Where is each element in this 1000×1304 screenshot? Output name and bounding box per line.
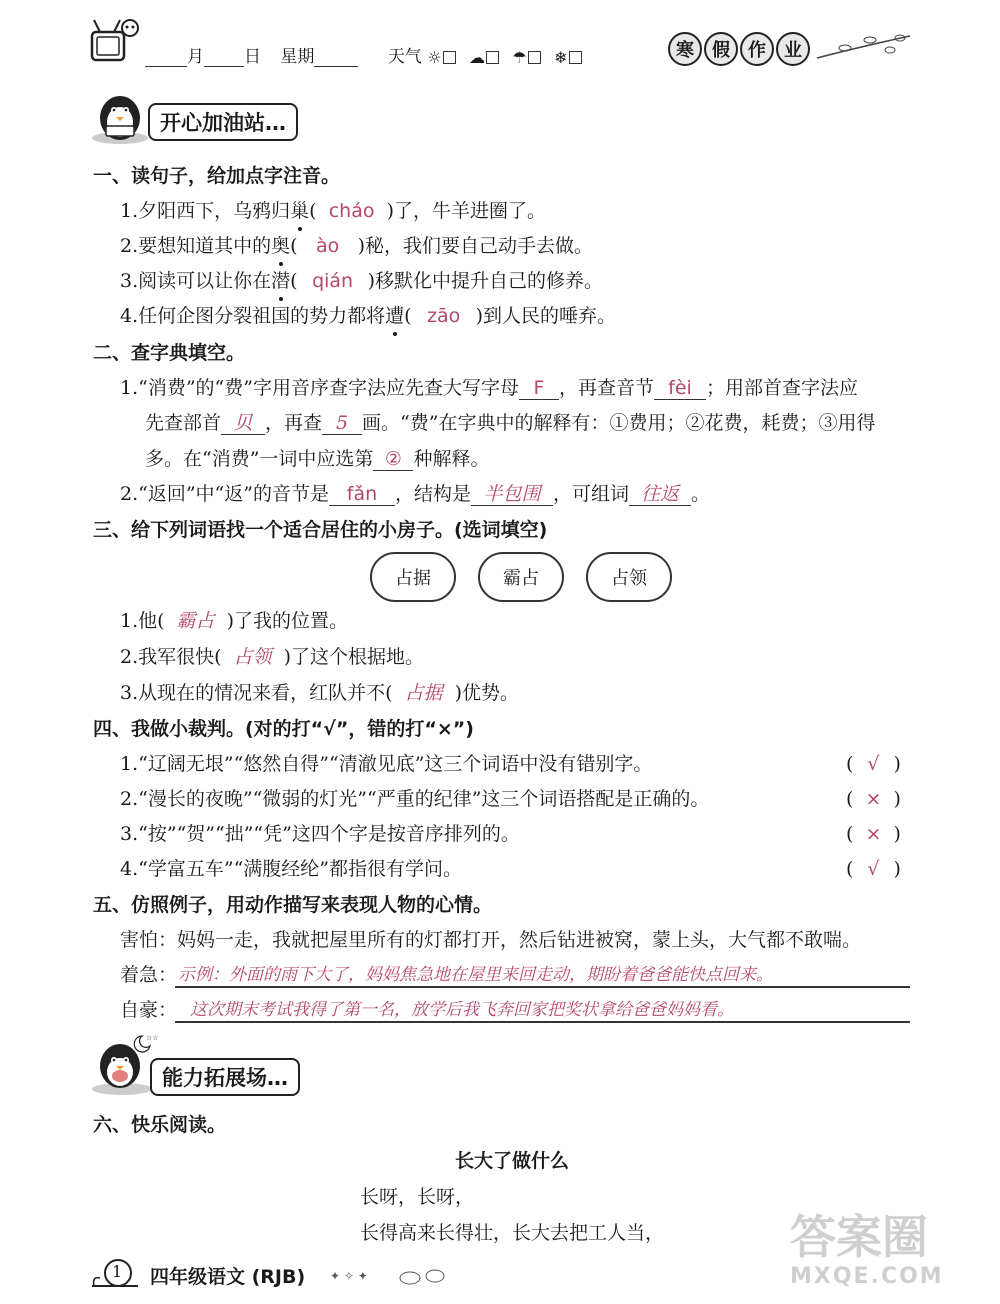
- q2-line-4: 2.“返回”中“返”的音节是 fǎn ，结构是 半包围 ，可组词 往返 。: [120, 483, 711, 505]
- sun-checkbox[interactable]: [443, 51, 456, 64]
- badge-char-2: 假: [704, 32, 738, 66]
- q4-judge-1[interactable]: ( √ ): [846, 753, 901, 775]
- q5-answer-line-1: [175, 986, 910, 988]
- q4-judge-2[interactable]: ( × ): [846, 788, 901, 810]
- q4-judge-4[interactable]: ( √ ): [846, 858, 901, 880]
- q3-item-2: 2.我军很快( 占领 )了这个根据地。: [120, 646, 424, 668]
- footer-decoration: [330, 1264, 450, 1288]
- sun-icon: ☼: [427, 47, 442, 67]
- q4-item-4: 4.“学富五车”“满腹经纶”都指很有学问。: [120, 858, 462, 880]
- section-banner-ability: 能力拓展场…: [150, 1058, 300, 1096]
- word-cloud-1: 占据: [370, 552, 456, 602]
- q4-title: 四、我做小裁判。(对的打“√”，错的打“×”): [93, 718, 474, 740]
- q3-item-1: 1.他( 霸占 )了我的位置。: [120, 610, 348, 632]
- month-label: 月: [187, 47, 204, 67]
- cloud-checkbox[interactable]: [486, 51, 499, 64]
- poem-title: 长大了做什么: [455, 1150, 570, 1172]
- watermark-url: MXQE.COM: [790, 1264, 944, 1289]
- q2-answer-structure[interactable]: 半包围: [471, 483, 553, 506]
- q5-answer-line-2: [175, 1021, 910, 1023]
- badge-char-3: 作: [740, 32, 774, 66]
- svg-text:☆☆: ☆☆: [146, 1034, 159, 1042]
- q6-title: 六、快乐阅读。: [93, 1114, 227, 1136]
- tv-mascot: [86, 14, 142, 66]
- weekday-label: 星期: [280, 47, 315, 67]
- poem-line-1: 长呀，长呀，: [360, 1186, 475, 1208]
- q5-title: 五、仿照例子，用动作描写来表现人物的心情。: [93, 894, 493, 916]
- rain-checkbox[interactable]: [528, 51, 541, 64]
- q4-item-2: 2.“漫长的夜晚”“微弱的灯光”“严重的纪律”这三个词语搭配是正确的。: [120, 788, 710, 810]
- q2-answer-radical[interactable]: 贝: [221, 412, 265, 435]
- q4-item-1: 1.“辽阔无垠”“悠然自得”“清澈见底”这三个词语中没有错别字。: [120, 753, 653, 775]
- q1-answer-2[interactable]: ào: [315, 235, 340, 257]
- q3-title: 三、给下列词语找一个适合居住的小房子。(选词填空): [93, 519, 548, 541]
- q5-answer-anxious[interactable]: 示例：外面的雨下大了，妈妈焦急地在屋里来回走动，期盼着爸爸能快点回来。: [178, 965, 773, 985]
- poem-line-2: 长得高来长得壮，长大去把工人当，: [360, 1222, 665, 1244]
- footer-grade-subject: 四年级语文 (RJB): [150, 1266, 306, 1288]
- q1-answer-4[interactable]: zāo: [426, 305, 461, 327]
- badge-char-1: 寒: [668, 32, 702, 66]
- rain-icon: ☂: [512, 47, 527, 67]
- q4-item-3: 3.“按”“贺”“拙”“凭”这四个字是按音序排列的。: [120, 823, 520, 845]
- q2-answer-syllable[interactable]: fèi: [654, 377, 706, 400]
- word-cloud-3: 占领: [586, 552, 672, 602]
- weather-label: 天气: [387, 47, 422, 67]
- q2-line-2: 先查部首 贝 ，再查 5 画。“费”在字典中的解释有：①费用；②花费，耗费；③用得: [145, 412, 876, 434]
- q2-answer-strokes[interactable]: 5: [322, 412, 362, 435]
- q4-judge-3[interactable]: ( × ): [846, 823, 901, 845]
- q3-answer-3[interactable]: 占据: [404, 682, 443, 704]
- cloud-icon: ☁: [468, 47, 485, 67]
- q1-answer-3[interactable]: qián: [312, 270, 354, 292]
- q2-line-3: 多。在“消费”一词中应选第 ② 种解释。: [145, 448, 490, 470]
- q1-item-2: 2.要想知道其中的奥( ào )秘，我们要自己动手去做。: [120, 235, 594, 257]
- q1-title: 一、读句子，给加点字注音。: [93, 165, 341, 187]
- q1-item-1: 1.夕阳西下，乌鸦归巢( cháo )了，牛羊进圈了。: [120, 200, 547, 222]
- q1-item-4: 4.任何企图分裂祖国的势力都将遭( zāo )到人民的唾弃。: [120, 305, 617, 327]
- q2-answer-letter[interactable]: F: [519, 377, 559, 400]
- q2-answer-syllable-2[interactable]: fǎn: [329, 483, 395, 506]
- q5-label-anxious: 着急：: [120, 964, 178, 986]
- date-line: [145, 42, 582, 67]
- q3-answer-1[interactable]: 霸占: [176, 610, 215, 632]
- snow-checkbox[interactable]: [569, 51, 582, 64]
- q2-title: 二、查字典填空。: [93, 342, 246, 364]
- day-label: 日: [244, 47, 261, 67]
- q5-answer-proud[interactable]: 这次期末考试我得了第一名，放学后我飞奔回家把奖状拿给爸爸妈妈看。: [190, 1000, 734, 1020]
- section-banner-happy: 开心加油站…: [148, 103, 298, 141]
- watermark-chars: 答案圈: [790, 1210, 928, 1264]
- q5-label-proud: 自豪：: [120, 999, 178, 1021]
- q3-answer-2[interactable]: 占领: [233, 646, 272, 668]
- page-number: 1: [112, 1262, 123, 1281]
- q2-answer-meaning[interactable]: ②: [373, 448, 413, 471]
- penguin-mascot-icon: [90, 88, 150, 146]
- penguin-moon-mascot-icon: [90, 1032, 159, 1096]
- branch-decoration: [815, 28, 915, 68]
- watermark-logo: [790, 1210, 980, 1300]
- svg-text:✦ ✧ ✦: ✦ ✧ ✦: [330, 1269, 368, 1283]
- q1-answer-1[interactable]: cháo: [328, 200, 375, 222]
- snow-icon: ❄: [554, 47, 568, 67]
- badge-char-4: 业: [776, 32, 810, 66]
- q1-item-3: 3.阅读可以让你在潜( qián )移默化中提升自己的修养。: [120, 270, 604, 292]
- q5-example: 害怕：妈妈一走，我就把屋里所有的灯都打开，然后钻进被窝，蒙上头，大气都不敢喘。: [120, 929, 862, 951]
- q2-line-1: 1.“消费”的“费”字用音序查字法应先查大写字母 F ，再查音节 fèi ；用部首查字法应: [120, 377, 859, 399]
- word-cloud-2: 霸占: [478, 552, 564, 602]
- q2-answer-word[interactable]: 往返: [629, 483, 691, 506]
- q3-item-3: 3.从现在的情况来看，红队并不( 占据 )优势。: [120, 682, 519, 704]
